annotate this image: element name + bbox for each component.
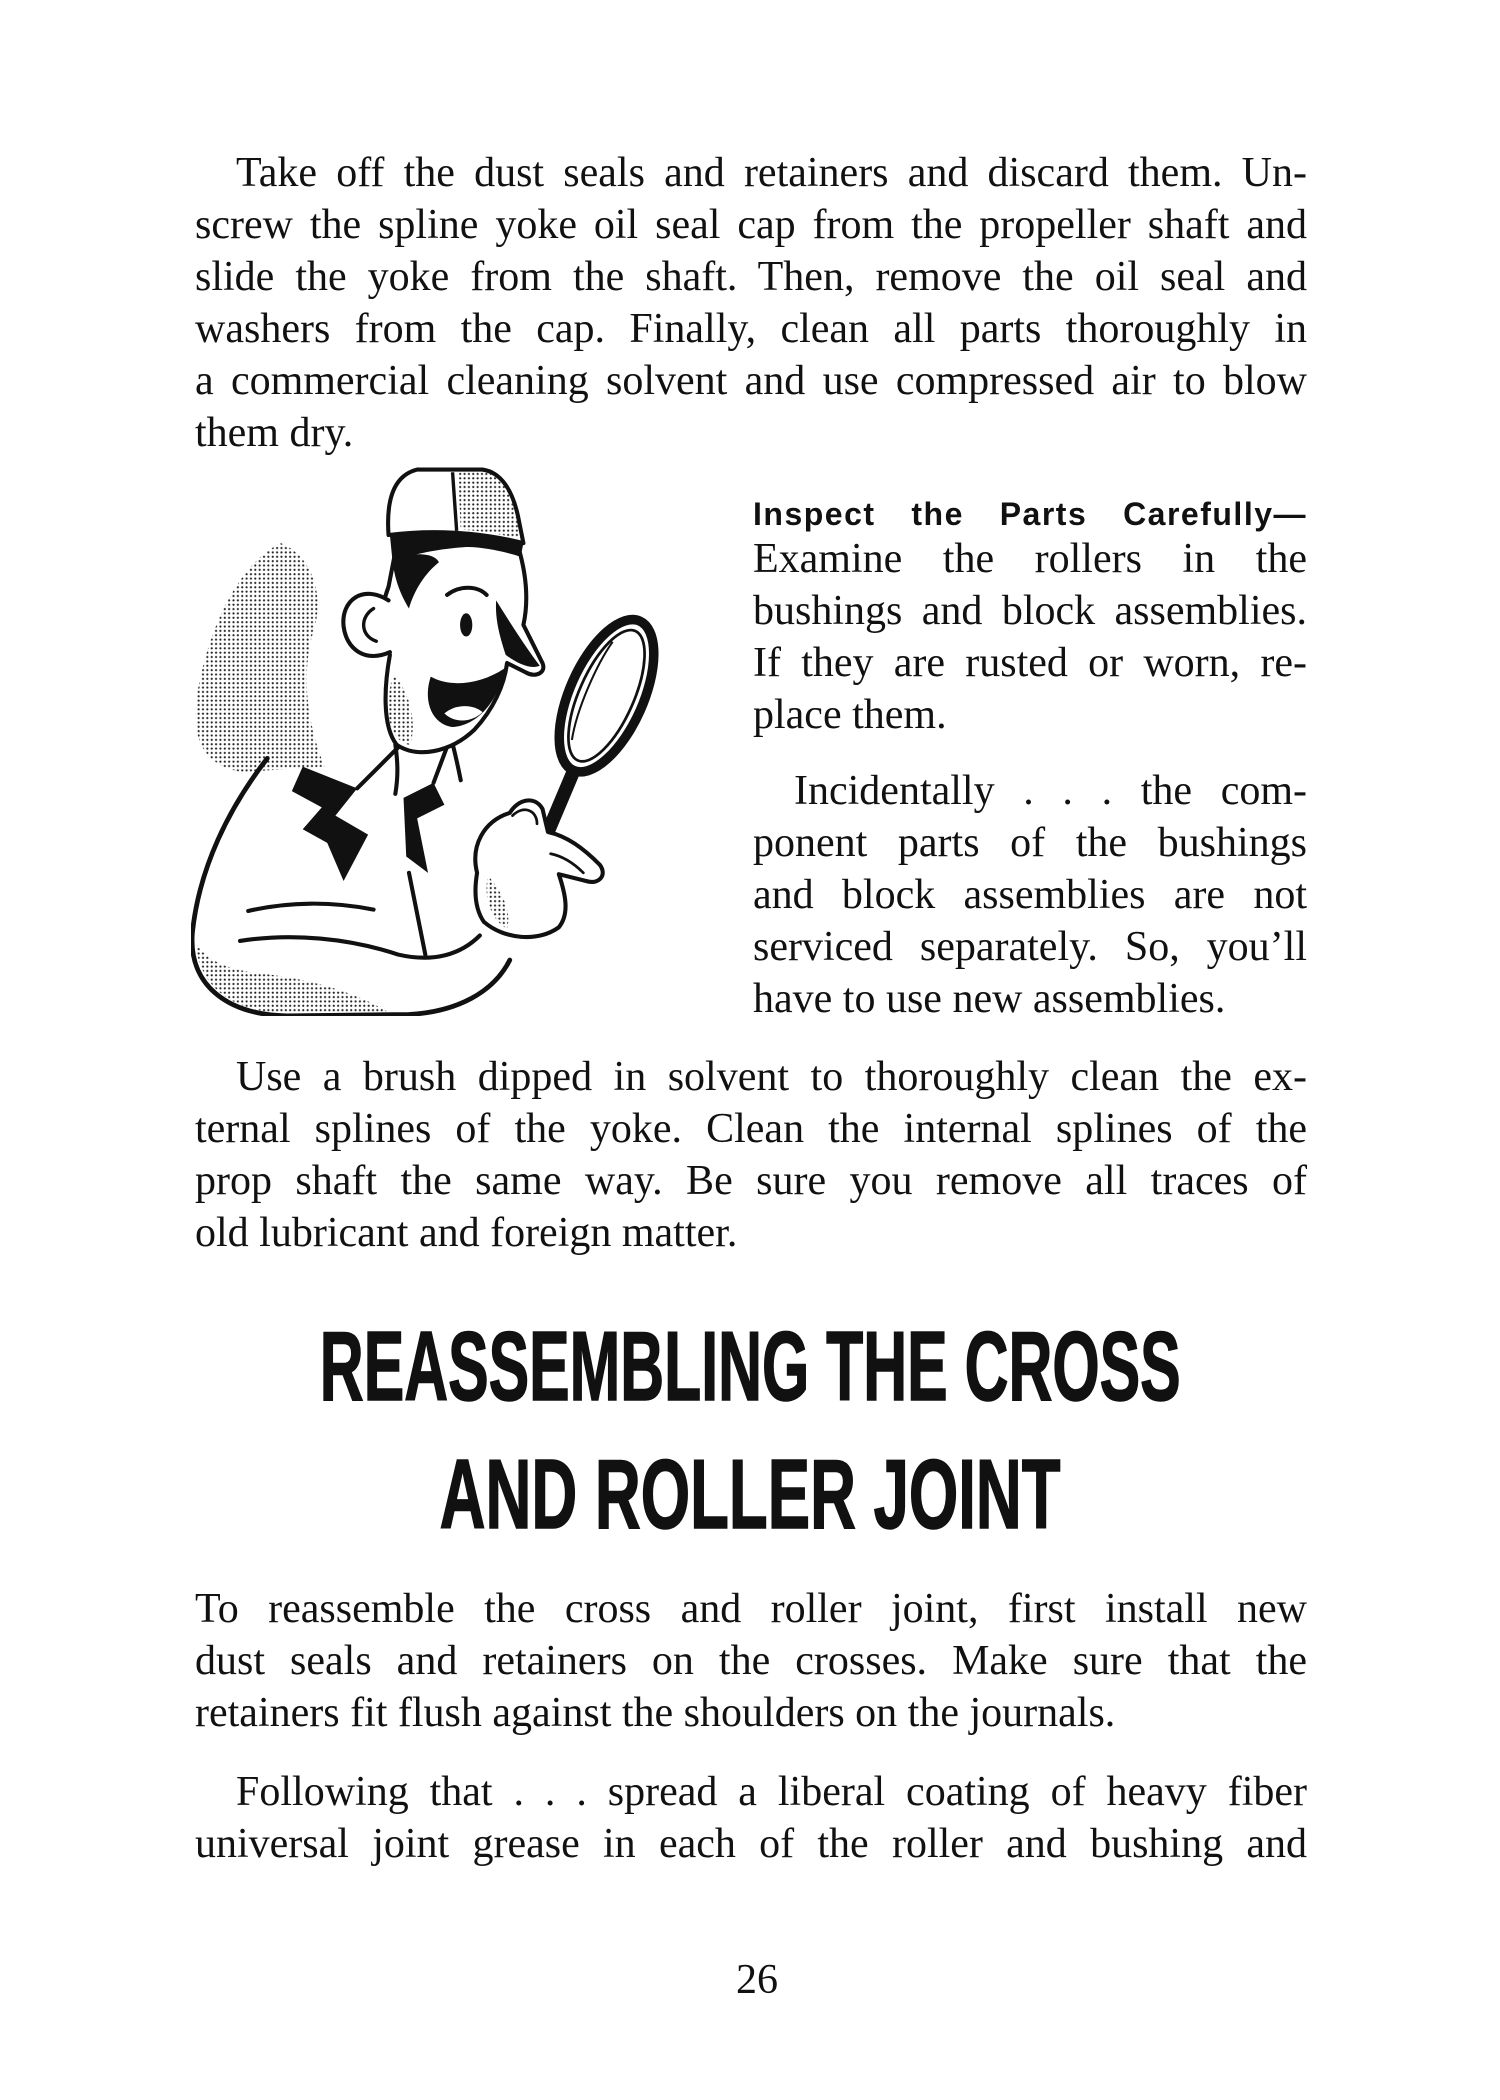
sidebar-line: place them.	[753, 692, 947, 738]
right-lapel	[404, 783, 445, 873]
mechanic-magnifier-illustration	[191, 464, 661, 1016]
page-number: 26	[736, 1957, 778, 2003]
intro-line: them dry.	[195, 410, 354, 456]
following-paragraph-line: Following that . . . spread a liberal coating of heavy fiber	[236, 1769, 1307, 1815]
sidebar-line: Incidentally . . . the com-	[794, 768, 1307, 814]
sidebar-heading: Inspect the Parts Carefully—	[753, 496, 1307, 532]
intro-line: washers from the cap. Finally, clean all parts thoroughly in	[195, 306, 1307, 352]
sidebar-line: and block assemblies are not	[753, 872, 1307, 918]
intro-line: Take off the dust seals and retainers and discard them. Un-	[236, 150, 1307, 196]
section-heading-line	[0, 1439, 1500, 1549]
section-heading-text: REASSEMBLING THE CROSS	[319, 1311, 1181, 1421]
brush-paragraph-line: old lubricant and foreign matter.	[195, 1210, 738, 1256]
forearm-line-upper	[248, 904, 373, 911]
brush-paragraph-line: Use a brush dipped in solvent to thoroughly clean the ex-	[236, 1054, 1307, 1100]
reassemble-paragraph-line: retainers fit flush against the shoulders on the journals.	[195, 1690, 1116, 1736]
cap-shading	[458, 471, 521, 539]
brush-paragraph-line: prop shaft the same way. Be sure you remove all traces of	[195, 1158, 1307, 1204]
sidebar-line: serviced separately. So, you’ll	[753, 924, 1307, 970]
reassemble-paragraph-line: To reassemble the cross and roller joint, first install new	[195, 1586, 1307, 1632]
sidebar-line: Examine the rollers in the	[753, 536, 1307, 582]
intro-line: a commercial cleaning solvent and use compressed air to blow	[195, 358, 1307, 404]
sidebar-line: If they are rusted or worn, re-	[753, 640, 1307, 686]
intro-line: slide the yoke from the shaft. Then, remove the oil seal and	[195, 254, 1307, 300]
section-heading-line	[0, 1311, 1500, 1421]
magnifier-lens	[540, 606, 661, 785]
intro-line: screw the spline yoke oil seal cap from the propeller shaft and	[195, 202, 1307, 248]
forearm-line-lower	[240, 935, 480, 957]
following-paragraph-line: universal joint grease in each of the roller and bushing and	[195, 1821, 1307, 1867]
sidebar-line: bushings and block assemblies.	[753, 588, 1307, 634]
ear	[343, 594, 390, 656]
sidebar-line: have to use new assemblies.	[753, 976, 1226, 1022]
lens-rim	[540, 606, 661, 785]
reassemble-paragraph-line: dust seals and retainers on the crosses. Make sure that the	[195, 1638, 1307, 1684]
back-shadow	[195, 543, 324, 772]
brush-paragraph-line: ternal splines of the yoke. Clean the internal splines of the	[195, 1106, 1307, 1152]
sidebar-line: ponent parts of the bushings	[753, 820, 1307, 866]
torso-line	[409, 873, 425, 955]
eye	[460, 613, 472, 636]
left-lapel	[292, 767, 368, 881]
section-heading-text: AND ROLLER JOINT	[439, 1439, 1061, 1549]
